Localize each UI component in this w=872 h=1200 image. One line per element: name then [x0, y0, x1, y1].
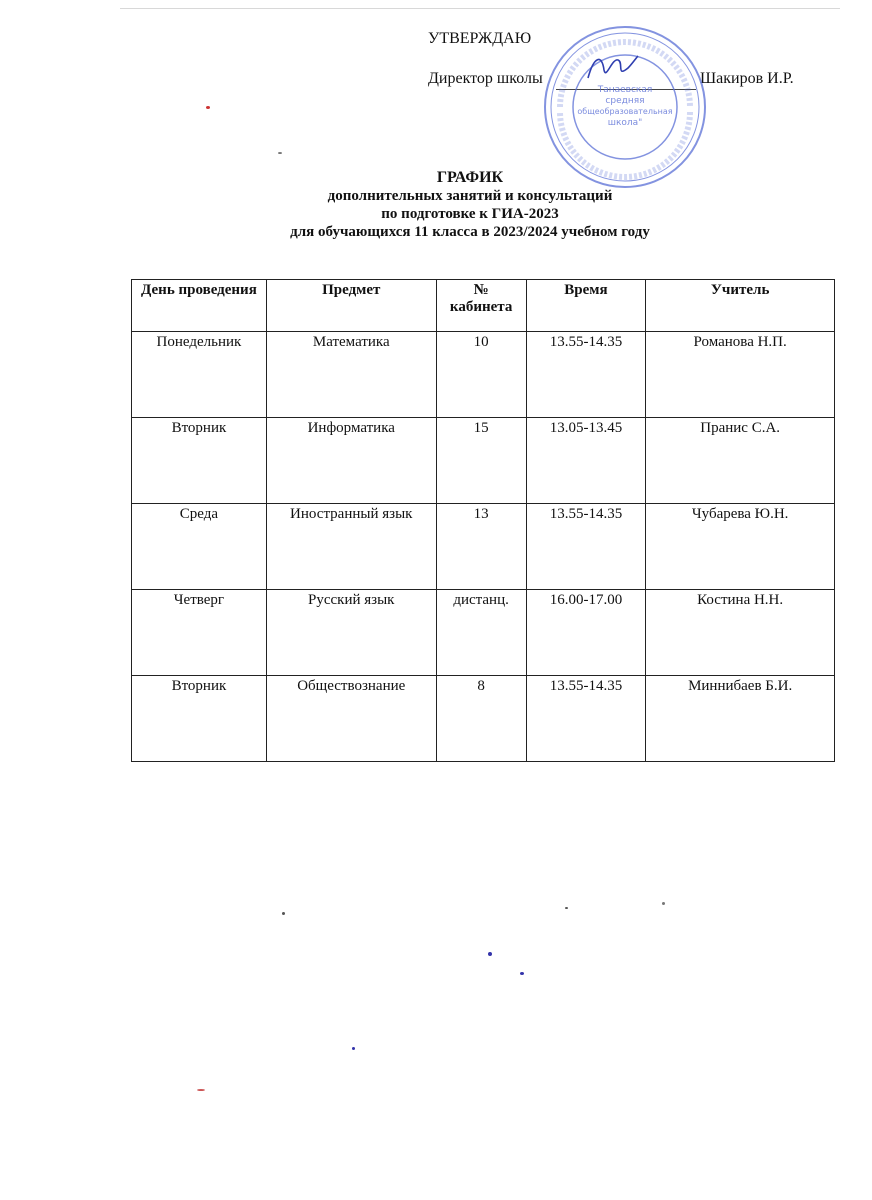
signature-icon — [582, 48, 642, 88]
scan-speck — [197, 1089, 205, 1091]
cell-subject: Обществознание — [266, 676, 436, 762]
cell-day: Понедельник — [132, 332, 267, 418]
table-row — [132, 332, 835, 418]
cell-room: 10 — [436, 332, 526, 418]
scan-speck — [352, 1047, 355, 1050]
cell-day: Среда — [132, 504, 267, 590]
scan-speck — [278, 152, 282, 154]
cell-time: 13.05-13.45 — [526, 418, 646, 504]
svg-text:общеобразовательная: общеобразовательная — [577, 107, 673, 116]
director-name: Шакиров И.Р. — [700, 70, 794, 87]
cell-subject: Математика — [266, 332, 436, 418]
cell-teacher: Пранис С.А. — [646, 418, 835, 504]
table-row — [132, 676, 835, 762]
table-row — [132, 590, 835, 676]
scan-speck — [488, 952, 492, 956]
cell-day: Четверг — [132, 590, 267, 676]
cell-teacher: Миннибаев Б.И. — [646, 676, 835, 762]
scan-speck — [565, 907, 568, 909]
cell-teacher: Чубарева Ю.Н. — [646, 504, 835, 590]
cell-time: 13.55-14.35 — [526, 676, 646, 762]
svg-text:школа": школа" — [607, 118, 643, 128]
cell-room: 15 — [436, 418, 526, 504]
cell-room: дистанц. — [436, 590, 526, 676]
document-title-block — [200, 168, 740, 241]
cell-time: 13.55-14.35 — [526, 332, 646, 418]
svg-text:средняя: средняя — [605, 96, 645, 106]
cell-room: 8 — [436, 676, 526, 762]
cell-subject: Русский язык — [266, 590, 436, 676]
document-subtitle-1: дополнительных занятий и консультаций — [327, 188, 613, 204]
table-header-row — [132, 280, 835, 332]
svg-text:Танаевская: Танаевская — [597, 85, 653, 95]
scan-speck — [662, 902, 665, 905]
header-room: № кабинета — [436, 280, 526, 332]
document-title: ГРАФИК — [436, 169, 504, 186]
cell-time: 16.00-17.00 — [526, 590, 646, 676]
table-row — [132, 504, 835, 590]
cell-teacher: Романова Н.П. — [646, 332, 835, 418]
scan-edge-line — [120, 8, 840, 9]
director-label: Директор школы — [428, 70, 543, 87]
document-subtitle-3: для обучающихся 11 класса в 2023/2024 учебном году — [290, 224, 650, 240]
cell-room: 13 — [436, 504, 526, 590]
cell-subject: Информатика — [266, 418, 436, 504]
cell-time: 13.55-14.35 — [526, 504, 646, 590]
schedule-table — [131, 279, 835, 762]
header-day: День проведения — [132, 280, 267, 332]
cell-day: Вторник — [132, 418, 267, 504]
approval-heading: УТВЕРЖДАЮ — [428, 30, 532, 47]
cell-teacher: Костина Н.Н. — [646, 590, 835, 676]
header-teacher: Учитель — [646, 280, 835, 332]
scan-speck — [206, 106, 210, 109]
header-subject: Предмет — [266, 280, 436, 332]
table-row — [132, 418, 835, 504]
header-time: Время — [526, 280, 646, 332]
scan-speck — [520, 972, 524, 975]
document-subtitle-2: по подготовке к ГИА-2023 — [381, 206, 559, 222]
cell-day: Вторник — [132, 676, 267, 762]
cell-subject: Иностранный язык — [266, 504, 436, 590]
scan-speck — [282, 912, 285, 915]
